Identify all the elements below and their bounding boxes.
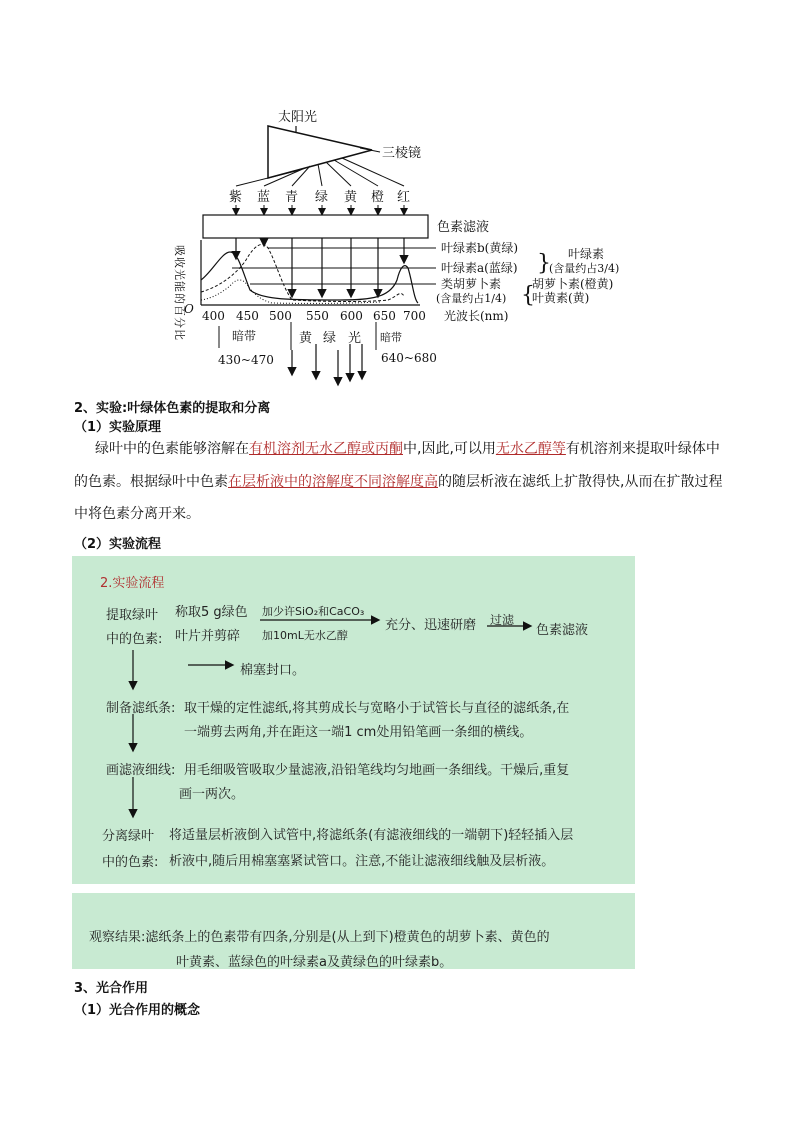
- legend-xanthophyll: 叶黄素(黄): [532, 291, 590, 305]
- step4-text-2: 析液中,随后用棉塞塞紧试管口。注意,不能让滤液细线触及层析液。: [169, 854, 555, 869]
- step3-label: 画滤液细线:: [106, 763, 176, 778]
- x-tick: 400: [202, 309, 225, 323]
- p1-text-b: 中,因此,可以用: [403, 441, 496, 457]
- x-tick: 700: [403, 309, 426, 323]
- legend-carotene: 胡萝卜素(橙黄): [532, 277, 614, 291]
- reagent-above: 加少许SiO₂和CaCO₃: [262, 605, 365, 618]
- brace-carot: {: [521, 283, 535, 308]
- step2-text-2: 一端剪去两角,并在距这一端1 cm处用铅笔画一条细的横线。: [184, 725, 533, 740]
- dark-range-2: 640~680: [381, 351, 437, 365]
- step4-label-1: 分离绿叶: [102, 829, 155, 844]
- prism-label: 三棱镜: [382, 146, 422, 161]
- step1-label-2: 中的色素:: [106, 632, 163, 647]
- legend-chl-a: 叶绿素a(蓝绿): [441, 261, 518, 275]
- p2-highlight-solubility: 在层析液中的溶解度不同溶解度高: [228, 474, 438, 490]
- section-3-sub-1: （1）光合作用的概念: [74, 1003, 201, 1018]
- seal-step: 棉塞封口。: [240, 663, 306, 678]
- y-axis-label: 吸收光能的百分比: [173, 245, 186, 341]
- step1-label-1: 提取绿叶: [106, 608, 159, 623]
- p1-highlight-ethanol: 无水乙醇等: [495, 441, 566, 457]
- color-blue: 蓝: [257, 190, 271, 205]
- color-yellow: 黄: [344, 190, 358, 205]
- color-orange: 橙: [371, 190, 385, 205]
- principle-line-3: 中将色素分离开来。: [74, 506, 200, 522]
- legend-carotenoid-share: (含量约占1/4): [436, 292, 507, 305]
- section-2-sub-1: （1）实验原理: [74, 420, 162, 435]
- section-2-sub-2: （2）实验流程: [74, 537, 162, 552]
- legend-chl-share: (含量约占3/4): [549, 262, 620, 275]
- p2-text-b: 的随层析液在滤纸上扩散得快,从而在扩散过程: [438, 474, 723, 490]
- step2-text-1: 取干燥的定性滤纸,将其剪成长与宽略小于试管长与直径的滤纸条,在: [184, 701, 570, 716]
- dark-range-1: 430~470: [218, 353, 274, 367]
- filtrate-result: 色素滤液: [536, 623, 589, 638]
- dark-band-1: 暗带: [232, 329, 257, 343]
- legend-chl-group: 叶绿素: [568, 247, 605, 261]
- brace-chl: }: [537, 251, 551, 276]
- step1-cut: 叶片并剪碎: [175, 629, 241, 644]
- section-2-title: 2、实验:叶绿体色素的提取和分离: [74, 401, 271, 416]
- x-tick: 500: [269, 309, 292, 323]
- origin-label: O: [184, 302, 194, 316]
- step3-text-2: 画一两次。: [179, 787, 245, 802]
- section-3-title: 3、光合作用: [74, 981, 149, 996]
- result-text-2: 叶黄素、蓝绿色的叶绿素a及黄绿色的叶绿素b。: [176, 955, 453, 970]
- p2-text-a: 的色素。根据绿叶中色素: [74, 474, 228, 490]
- color-green: 绿: [315, 190, 329, 205]
- step1-weigh: 称取5 g绿色: [175, 605, 248, 620]
- filter-label: 过滤: [490, 613, 515, 627]
- step2-label: 制备滤纸条:: [106, 701, 176, 716]
- reagent-below: 加10mL无水乙醇: [262, 629, 348, 642]
- step3-text-1: 用毛细吸管吸取少量滤液,沿铅笔线均匀地画一条细线。干燥后,重复: [184, 763, 570, 778]
- x-tick: 600: [340, 309, 363, 323]
- legend-carotenoid: 类胡萝卜素: [441, 277, 502, 291]
- pass-light: 光: [348, 331, 362, 346]
- flow-title: 2.实验流程: [100, 576, 165, 591]
- color-red: 红: [397, 190, 411, 205]
- pass-green: 绿: [323, 331, 337, 346]
- step4-label-2: 中的色素:: [102, 855, 159, 870]
- result-text-1: 观察结果:滤纸条上的色素带有四条,分别是(从上到下)橙黄色的胡萝卜素、黄色的: [89, 930, 550, 945]
- x-tick: 650: [373, 309, 396, 323]
- p1-text-a: 绿叶中的色素能够溶解在: [95, 441, 249, 457]
- sunlight-label: 太阳光: [278, 110, 318, 125]
- p1-text-c: 有机溶剂来提取叶绿体中: [565, 441, 720, 457]
- legend-chl-b: 叶绿素b(黄绿): [441, 241, 519, 255]
- color-violet: 紫: [229, 190, 243, 205]
- grind-step: 充分、迅速研磨: [385, 618, 477, 633]
- p1-highlight-solvent: 有机溶剂无水乙醇或丙酮: [249, 441, 403, 457]
- filtrate-label: 色素滤液: [437, 220, 490, 235]
- x-tick: 450: [236, 309, 259, 323]
- step4-text-1: 将适量层析液倒入试管中,将滤纸条(有滤液细线的一端朝下)轻轻插入层: [169, 828, 574, 843]
- pass-yellow: 黄: [299, 331, 313, 346]
- color-cyan: 青: [285, 190, 299, 205]
- x-tick: 550: [306, 309, 329, 323]
- dark-band-2: 暗带: [380, 331, 402, 344]
- x-axis-label: 光波长(nm): [444, 309, 509, 323]
